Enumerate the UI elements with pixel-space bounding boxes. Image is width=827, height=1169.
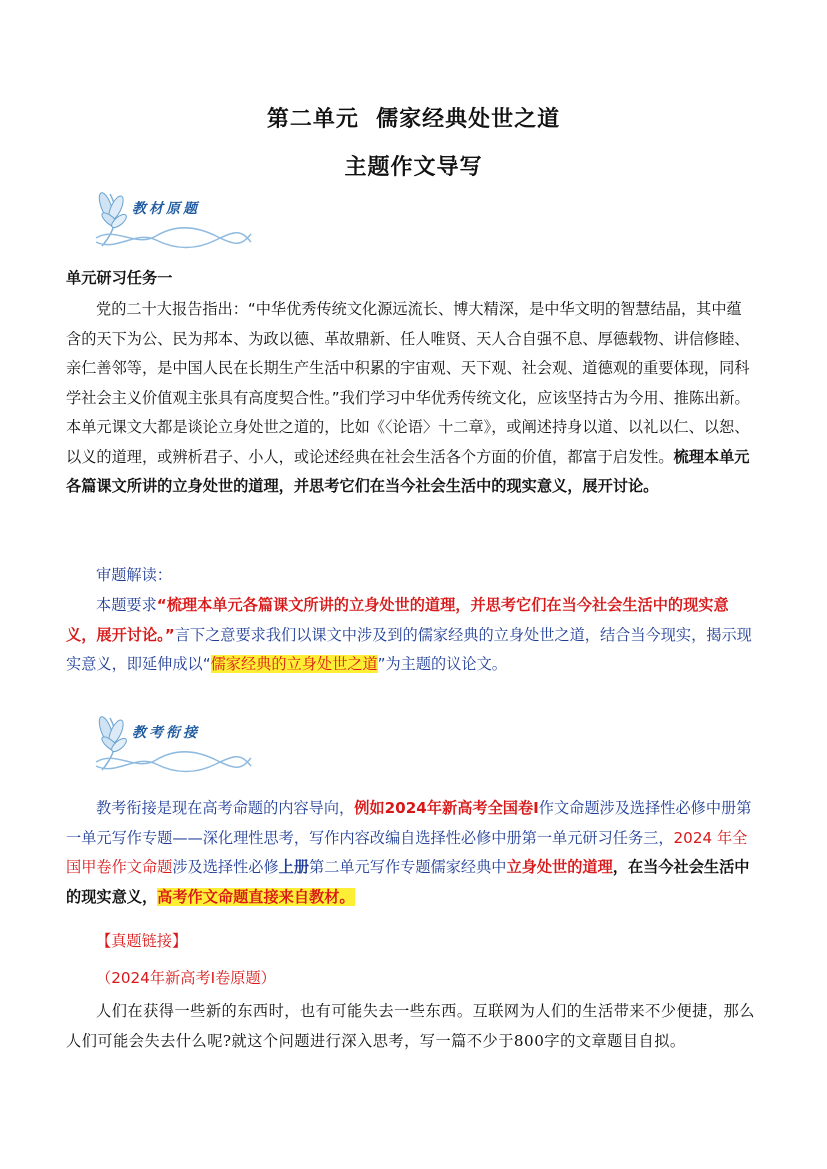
task-text: 党的二十大报告指出：“中华优秀传统文化源远流长、博大精深，是中华文明的智慧结晶，其中蕴含的天下为公、民为邦本、为政以德、革故鼎新、任人唯贤、天人合自强不息、厚德载物、讲信修睦、亲仁善邻等，是中国人民在长期生产生活中积累的宇宙观、天下观、社会观、道德观的重要体现，同科学社会主义价值观主张具有高度契合性。”我们学习中华优秀传统文化，应该坚持古为今用、推陈出新。本单元课文大都是谈论立身处世之道的，比如《〈论语〉十二章》，或阐述持身以道、以礼以仁、以恕、以义的道理，或辨析君子、小人，或论述经典在社会生活各个方面的价值，都富于启发性。 [66,300,750,466]
real-exam-label-text: 【真题链接】 [96,932,188,950]
analysis-text-1: 本题要求 [96,596,157,614]
page-subtitle: 主题作文导写 [344,155,483,180]
orchid-wave-icon [86,710,256,778]
connection-text-3: 作文命题涉及选择性必修中册第一单元写作专题——深化理性思考，写作内容改编自选择性必修中册第一单元研习任务三， [66,799,752,847]
connection-text-8: ，在当今社会生活中的现实意义， [66,858,750,906]
badge-label: 教材原题 [132,201,200,217]
real-exam-source-text: （2024年新高考Ⅰ卷原题） [96,969,276,987]
analysis-quote: “梳理本单元各篇课文所讲的立身处世的道理，并思考它们在当今社会生活中的现实意义，展开讨论。” [66,596,729,644]
page-title: 第二单元 儒家经典处世之道 [266,107,561,132]
connection-text-6: 第二单元写作专题儒家经典中 [309,858,507,876]
analysis-highlight: 儒家经典的立身处世之道 [210,655,378,673]
task-body [66,295,756,502]
connection-text-5: 上册 [278,858,309,876]
analysis-text-3: ”为主题的议论文。 [377,655,507,673]
section-badge-textbook [86,186,256,254]
connection-text-2: 例如 [354,799,385,817]
task-bold-instruction: 梳理本单元各篇课文所讲的立身处世的道理，并思考它们在当今社会生活中的现实意义，展开讨论。 [66,447,750,495]
connection-exam-name: 2024年新高考全国卷Ⅰ [384,799,539,817]
real-exam-prompt: 人们在获得一些新的东西时，也有可能失去一些东西。互联网为人们的生活带来不少便捷，那么人们可能会失去什么呢?就这个问题进行深入思考，写一篇不少于800字的文章题目自拟。 [66,1002,755,1050]
analysis-label: 审题解读： [96,566,172,584]
badge-label: 教考衔接 [132,725,200,741]
connection-body [66,794,756,912]
task-heading: 单元研习任务一 [66,269,173,287]
connection-highlight: 高考作文命题直接来自教材。 [157,887,355,906]
real-exam-source [96,964,786,994]
analysis-body [66,591,756,680]
analysis-text-2: 言下之意要求我们以课文中涉及到的儒家经典的立身处世之道，结合当今现实，揭示现实意义，即延伸成以“ [66,625,752,673]
connection-text-7: 立身处世的道理 [506,858,613,876]
real-exam-label [96,927,786,957]
section-badge-exam [86,710,256,778]
connection-exam-name-2: 2024 年全国甲卷作文命题 [66,828,748,876]
connection-text-4: 涉及选择性必修 [172,858,279,876]
orchid-wave-icon [86,186,256,254]
connection-text-1: 教考衔接是现在高考命题的内容导向， [96,799,355,817]
